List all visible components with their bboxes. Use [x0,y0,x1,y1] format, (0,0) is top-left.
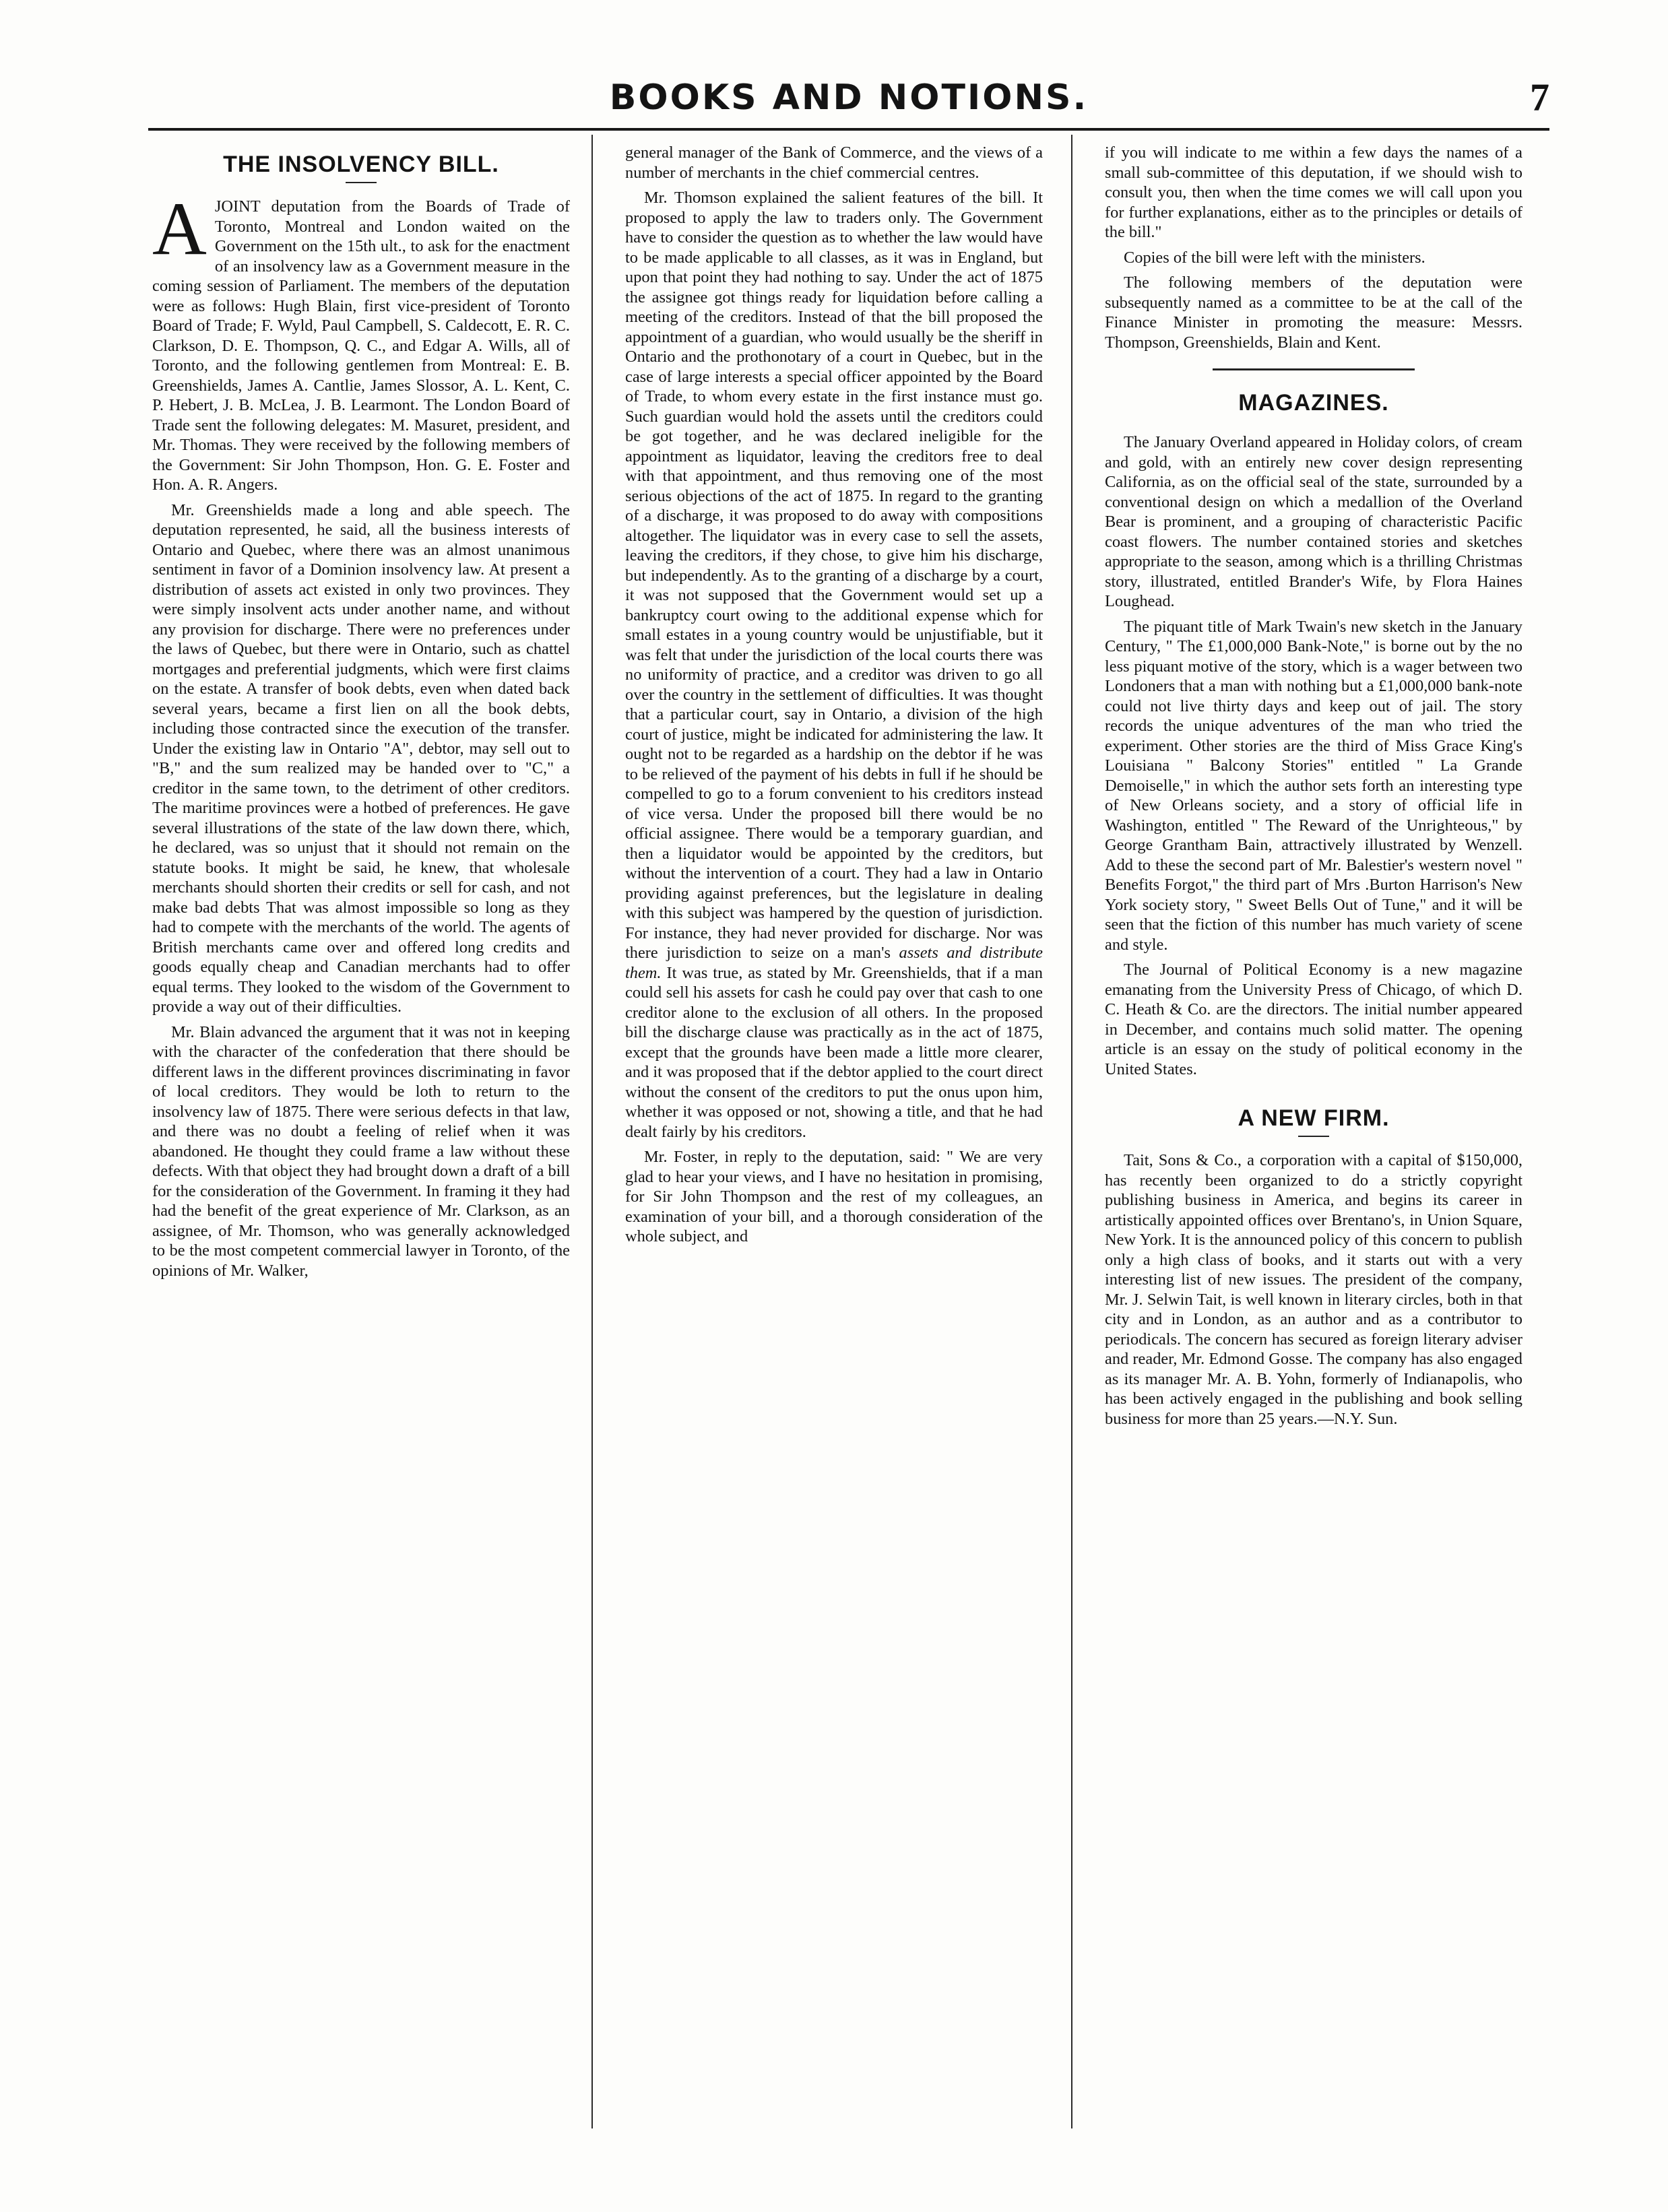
article-title-insolvency: THE INSOLVENCY BILL. [223,152,499,177]
italic-phrase: assets and distribute them. [625,944,1043,982]
running-header [148,74,1549,127]
article-paragraph: if you will indicate to me within a few days the names of a small sub-committee of this deputation, if we should wish to consult you, then when the time comes we will call upon you for further explanations, either as to the principles or details of the bill." [1105,143,1522,241]
article-paragraph: Tait, Sons & Co., a corporation with a capital of $150,000, has recently been organized to do a strictly copyright publishing business in America, and begins its career in artistically appointed offices over Brentano's, in Union Square, New York. It is the announced policy of this concern to publish only a high class of books, and it starts out with a very interesting list of new issues. The president of the company, Mr. J. Selwin Tait, is well known in literary circles, both in that city and in London, as an author and as a contributor to periodicals. The concern has secured as foreign literary adviser and reader, Mr. Edmond Gosse. The company has also engaged as its manager Mr. A. B. Yohn, formerly of Indianapolis, who has been actively engaged in the publishing and book selling business for more than 25 years.—N.Y. Sun. [1105,1151,1522,1428]
title-rule [346,182,377,183]
article-title-new-firm: A NEW FIRM. [1238,1105,1390,1131]
publication-title: BOOKS AND NOTIONS. [609,77,1089,118]
paragraph-text: Mr. Thomson explained the salient features of the bill. It proposed to apply the law to traders only. The Government have to consider the question as to whether the law would have to be made applicable to all classes, as it was in England, but upon that point they had nothing to say. Under the act of 1875 the assignee got things ready for liquidation before calling a meeting of the creditors. Instead of that the bill proposed the appointment of a guardian, who would usually be the sheriff in Ontario and the prothonotary of a court in Quebec, but in the case of large interests a special officer appointed by the Board of Trade, to whom every estate in the first instance must go. Such guardian would hold the assets until the creditors could be got together, and he was declared ineligible for the appointment as liquidator, leaving the creditors free to deal with that appointment, and thus removing one of the most serious objections of the act of 1875. In regard to the granting of a discharge, it was proposed to do away with compositions altogether. The liquidator was in every case to sell the assets, leaving the creditors, if they chose, to give him his discharge, but independently. As to the granting of a discharge by a court, it was not supposed that the Government would set up a bankruptcy court owing to the additional expense which for small estates in a young country would be unjustifiable, but it was felt that under the jurisdiction of the local courts there was no uniformity of practice, and a creditor was driven to go all over the country in the settlement of difficulties. It was thought that a particular court, say in Ontario, a division of the high court of justice, might be indicated for administering the law. It ought not to be regarded as a hardship on the debtor if he was to be relieved of the payment of his debts in full if he should be compelled to go to a forum convenient to his creditors instead of vice versa. Under the proposed bill there would be no official assignee. There would be a temporary guardian, and then a liquidator would be appointed by the creditors, but without the intervention of a court. They had a law in Ontario providing against preferences, but the legislature in dealing with this subject was hampered by the question of jurisdiction. For instance, they had never provided for discharge. Nor was there jurisdiction to seize on a man's [625,189,1043,962]
article-paragraph: Mr. Greenshields made a long and able speech. The deputation represented, he said, all the business interests of Ontario and Quebec, where there was an almost unanimous sentiment in favor of a Dominion insolvency law. At present a distribution of assets act existed in only two provinces. They were simply insolvent acts under another name, and without any provision for discharge. There were no preferences under the laws of Quebec, but there were in Ontario, such as chattel mortgages and preferential judgments, which were first claims on the estate. A transfer of book debts, even when dated back several years, became a first lien on all the book debts, including those contracted since the execution of the transfer. Under the existing law in Ontario "A", debtor, may sell out to "B," and the sum realized may be handed over to "C," a creditor in the same town, to the detriment of other creditors. The maritime provinces were a hotbed of preferences. He gave several illustrations of the state of the law down there, which, he declared, was so unjust that it should not remain on the statute books. It might be said, he knew, that wholesale merchants should shorten their credits or sell for cash, and not make bad debts That was almost impossible so long as they had to compete with the merchants of the world. The agents of British merchants came over and offered long credits and goods equally cheap and Canadian merchants had to offer equal terms. They looked to the wisdom of the Government to provide a way out of their difficulties. [152,500,570,1016]
page-number: 7 [1530,75,1549,119]
article-paragraph: The January Overland appeared in Holiday colors, of cream and gold, with an entirely new cover design representing California, as on the official seal of the state, surrounded by a conventional design on which a medallion of the Overland Bear is prominent, and a grouping of characteristic Pacific coast flowers. The number contained stories and sketches appropriate to the season, among which is a thrilling Christmas story, illustrated, entitled Brander's Wife, by Flora Haines Loughead. [1105,433,1522,610]
column-1 [152,143,570,2150]
section-divider [1213,368,1415,370]
article-paragraph: The piquant title of Mark Twain's new sketch in the January Century, " The £1,000,000 Bank-Note," is borne out by the no less piquant motive of the story, which is a wager between two Londoners that a man with nothing but a £1,000,000 bank-note could not live thirty days and keep out of jail. The story records the unique adventures of the man who tried the experiment. Other stories are the third of Miss Grace King's Louisiana " Balcony Stories" entitled " La Grande Demoiselle," in which the author sets forth an interesting type of New Orleans society, and a story of official life in Washington, entitled " The Reward of the Unrighteous," by George Grantham Bain, attractively illustrated by Wenzell. Add to these the second part of Mr. Balestier's western novel " Benefits Forgot," the third part of Mrs .Burton Harrison's New York society story, " Sweet Bells Out of Tune," and it will be seen that the fiction of this number has much variety of scene and style. [1105,617,1522,954]
article-paragraph [625,188,1043,1142]
article-title-magazines: MAGAZINES. [1238,390,1389,416]
column-divider [1071,135,1072,2128]
article-paragraph: The Journal of Political Economy is a new magazine emanating from the University Press of Chicago, of which D. C. Heath & Co. are the directors. The initial number appeared in December, and contains much solid matter. The opening article is an essay on the study of political economy in the United States. [1105,961,1522,1078]
title-rule [1298,1136,1329,1137]
header-rule [148,128,1549,131]
column-divider [591,135,593,2128]
article-paragraph: general manager of the Bank of Commerce, and the views of a number of merchants in the chief commercial centres. [625,143,1043,182]
column-3 [1105,143,1522,2150]
column-2 [625,143,1043,2150]
article-paragraph: Copies of the bill were left with the ministers. [1124,248,1425,267]
paragraph-text: It was true, as stated by Mr. Greenshields, that if a man could sell his assets for cash he could pay over that cash to one creditor alone to the exclusion of all others. In the proposed bill the discharge clause was practically as in the act of 1875, except that the grounds have been made a little more clearer, and it was proposed that if the debtor applied to the court direct without the consent of the creditors to put the onus upon him, whether it was opposed or not, showing a title, and that he had dealt fairly by his creditors. [625,963,1043,1141]
article-paragraph: AJOINT deputation from the Boards of Trade of Toronto, Montreal and London waited on the Government on the 15th ult., to ask for the enactment of an insolvency law as a Government measure in the coming session of Parliament. The members of the deputation were as follows: Hugh Blain, first vice-president of Toronto Board of Trade; F. Wyld, Paul Campbell, S. Caldecott, E. R. C. Clarkson, D. E. Thompson, Q. C., and Edgar A. Wills, all of Toronto, and the following gentlemen from Montreal: E. B. Greenshields, James A. Cantlie, James Slossor, A. L. Kent, C. P. Hebert, J. B. McLea, J. B. Learmont. The London Board of Trade sent the following delegates: M. Masuret, president, and Mr. Thomas. They were received by the following members of the Government: Sir John Thompson, Hon. G. E. Foster and Hon. A. R. Angers. [152,187,570,494]
article-paragraph: Mr. Blain advanced the argument that it was not in keeping with the character of the confederation that there should be different laws in the different provinces discriminating in favor of local creditors. They would be loth to return to the insolvency law of 1875. There were serious defects in that law, and there was no doubt a feeling of relief when it was abandoned. He thought they could frame a law without these defects. With that object they had brought down a draft of a bill for the consideration of the Government. In framing it they had had the benefit of the great experience of Mr. Clarkson, as an assignee, of Mr. Thomson, who was generally acknowledged to be the most competent commercial lawyer in Toronto, of the opinions of Mr. Walker, [152,1022,570,1280]
article-paragraph: The following members of the deputation were subsequently named as a committee to be at the call of the Finance Minister in promoting the measure: Messrs. Thompson, Greenshields, Blain and Kent. [1105,273,1522,352]
article-paragraph: Mr. Foster, in reply to the deputation, said: " We are very glad to hear your views, and I have no hesitation in promising, for Sir John Thompson and the rest of my colleagues, an examination of your bill, and a thorough consideration of the whole subject, and [625,1148,1043,1245]
